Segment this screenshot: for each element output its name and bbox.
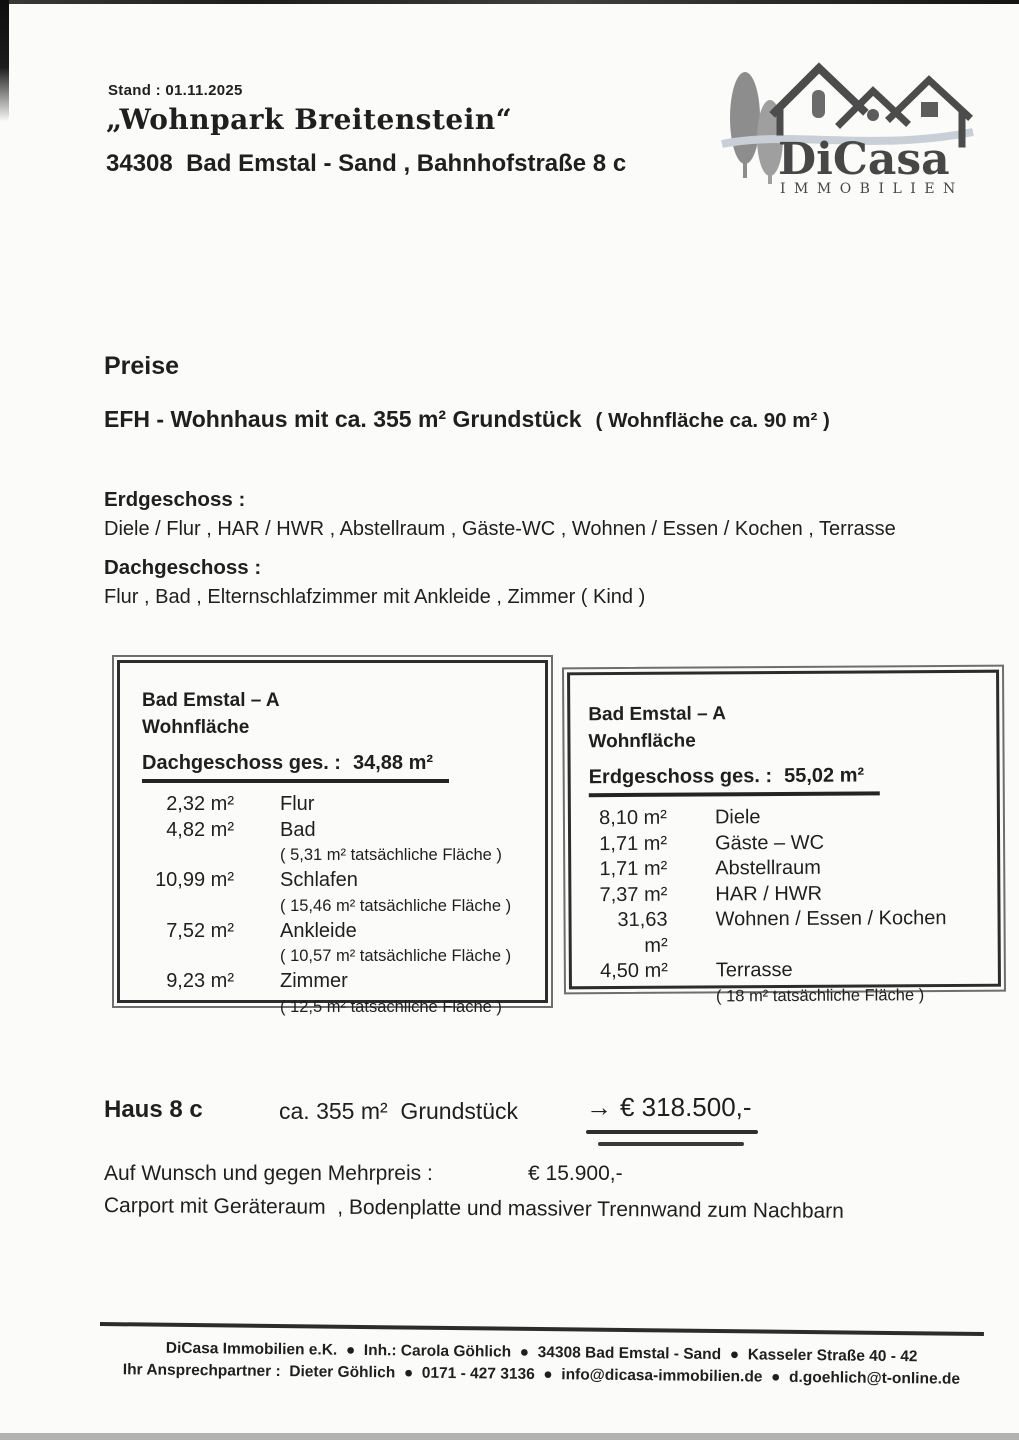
- room-row: 9,23 m² Zimmer: [166, 970, 348, 992]
- ground-floor-total-label: Erdgeschoss ges. :: [588, 765, 773, 789]
- logo-subtitle-text: IMMOBILIEN: [780, 181, 964, 197]
- ground-floor-rooms: Diele / Flur , HAR / HWR , Abstellraum , Gäste-WC , Wohnen / Essen / Kochen , Terrasse: [104, 518, 896, 540]
- floor-overview: [104, 488, 989, 624]
- footer: [99, 1322, 984, 1389]
- room-row: 8,10 m² Diele: [599, 806, 761, 830]
- revision-date: Stand : 01.11.2025: [108, 82, 243, 99]
- attic-floor-rooms: Flur , Bad , Elternschlafzimmer mit Ankleide , Zimmer ( Kind ): [104, 586, 646, 608]
- room-note: ( 18 m² tatsächliche Fläche ): [715, 985, 925, 1005]
- room-row: 7,37 m² HAR / HWR: [599, 882, 823, 906]
- scan-edge-top: [0, 0, 1019, 4]
- price-underline: [586, 1130, 758, 1134]
- footer-divider: [100, 1322, 984, 1336]
- price-block: [586, 1092, 758, 1146]
- room-note: ( 15,46 m² tatsächliche Fläche ): [280, 896, 512, 915]
- ground-floor-label: Erdgeschoss :: [104, 488, 246, 511]
- room-row: 10,99 m² Schlafen: [155, 869, 358, 891]
- box-area-type: Wohnfläche: [588, 730, 696, 753]
- box-project-name: Bad Emstal – A: [588, 703, 726, 726]
- ground-floor-total-value: 55,02 m²: [784, 764, 865, 787]
- room-row: 4,50 m² Terrasse: [599, 958, 793, 983]
- room-row: 4,82 m² Bad: [166, 818, 316, 841]
- ground-floor-area-box: [562, 665, 1006, 1005]
- house-label: Haus 8 c: [104, 1096, 203, 1123]
- room-row: 1,71 m² Gäste – WC: [599, 831, 825, 855]
- section-heading-preise: Preise: [104, 352, 180, 380]
- plot-size: ca. 355 m² Grundstück: [279, 1098, 519, 1124]
- extras-description: Carport mit Geräteraum , Bodenplatte und massiver Trennwand zum Nachbarn: [103, 1194, 844, 1223]
- room-row: 2,32 m² Flur: [166, 793, 315, 815]
- logo-houses-icon: [775, 68, 968, 144]
- ground-floor-total: [589, 764, 881, 797]
- room-note: ( 10,57 m² tatsächliche Fläche ): [280, 947, 512, 965]
- project-title: „Wohnpark Breitenstein“: [106, 103, 513, 136]
- room-note: ( 12,5 m² tatsächliche Fläche ): [280, 997, 502, 1016]
- object-line: EFH - Wohnhaus mit ca. 355 m² Grundstück: [104, 406, 582, 432]
- room-row: 7,52 m² Ankleide: [166, 919, 357, 942]
- ground-floor-room-list: [589, 804, 992, 1010]
- logo-trees-icon: [730, 72, 783, 184]
- room-note: ( 5,31 m² tatsächliche Fläche ): [280, 846, 502, 864]
- attic-total-value: 34,88 m²: [352, 752, 434, 774]
- attic-total-label: Dachgeschoss ges. :: [142, 752, 341, 774]
- price-amount: € 318.500,-: [620, 1092, 752, 1122]
- attic-total: [142, 752, 449, 783]
- box-area-type: Wohnfläche: [142, 717, 250, 738]
- attic-area-box: [112, 655, 553, 1016]
- footer-contact-line: Ihr Ansprechpartner : Dieter Göhlich ● 0171 - 427 3136 ● info@dicasa-immobilien.de ● d.goehlich@t-online.de: [122, 1360, 961, 1388]
- scan-edge-left: [0, 0, 9, 122]
- project-address: 34308 Bad Emstal - Sand , Bahnhofstraße 8 c: [106, 150, 627, 177]
- attic-floor-label: Dachgeschoss :: [104, 556, 262, 579]
- arrow-icon: →: [586, 1092, 612, 1122]
- object-description: [104, 406, 830, 433]
- object-living-area-note: ( Wohnfläche ca. 90 m² ): [595, 409, 830, 432]
- extras-label: Auf Wunsch und gegen Mehrpreis :: [104, 1162, 433, 1185]
- footer-company-line: DiCasa Immobilien e.K. ● Inh.: Carola Göhlich ● 34308 Bad Emstal - Sand ● Kasseler Straße 40 - 42: [165, 1339, 918, 1365]
- scan-edge-bottom: [0, 1433, 1019, 1440]
- room-row: 31,63 m² Wohnen / Essen / Kochen: [617, 907, 947, 957]
- logo-brand-text: DiCasa: [778, 134, 950, 185]
- attic-room-list: [142, 792, 537, 1020]
- dicasa-logo: [720, 50, 975, 198]
- extras-price: € 15.900,-: [528, 1162, 623, 1185]
- price-underline-2: [598, 1142, 744, 1146]
- room-row: 1,71 m² Abstellraum: [599, 856, 821, 881]
- box-project-name: Bad Emstal – A: [142, 690, 280, 711]
